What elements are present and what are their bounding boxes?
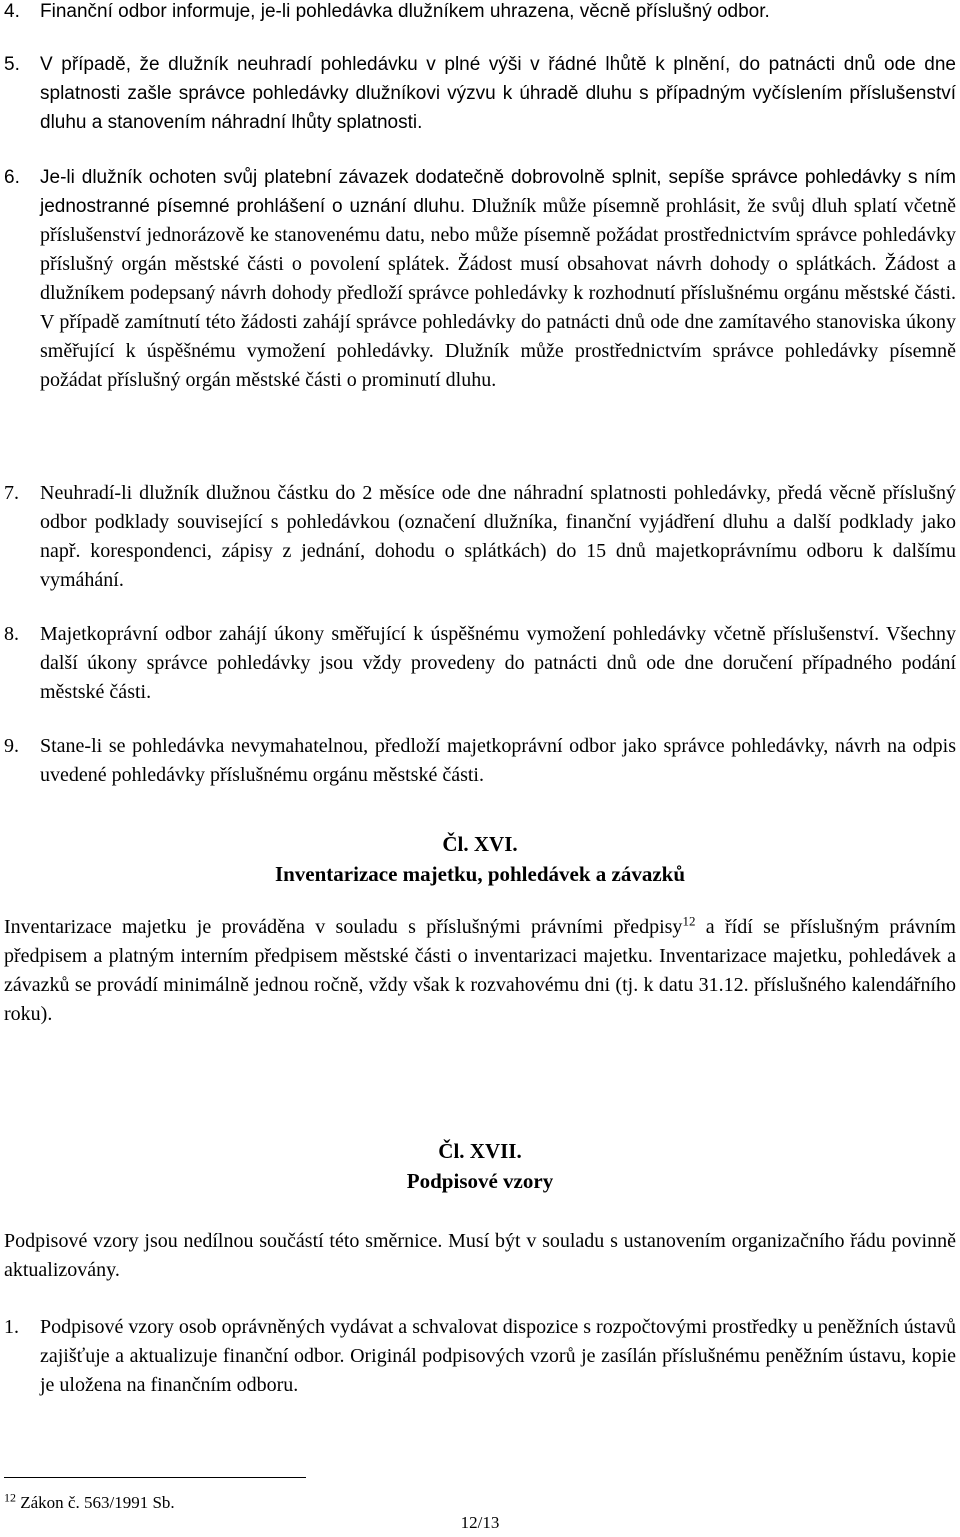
item-text bbox=[40, 163, 956, 395]
page-number: 12/13 bbox=[460, 1513, 500, 1532]
section-title: Podpisové vzory bbox=[406, 1169, 554, 1193]
section-title: Inventarizace majetku, pohledávek a závazků bbox=[274, 862, 686, 886]
list-item bbox=[4, 0, 956, 26]
paragraph-text: a řídí se příslušným právním předpisem a platným interním předpisem městské části o inventarizaci majetku. Inventarizace majetku, pohledávek a závazků se provádí minimálně jednou ročně, vždy však k rozvahovému dni (tj. k datu 31.12. příslušného kalendářního roku). bbox=[4, 916, 956, 1025]
section-paragraph bbox=[4, 913, 956, 1029]
footnote-ref: 12 bbox=[682, 913, 696, 929]
item-number: 4. bbox=[4, 1, 20, 22]
list-item bbox=[4, 732, 956, 790]
footnote-divider bbox=[4, 1477, 306, 1478]
footnote-number: 12 bbox=[4, 1490, 16, 1505]
paragraph-text: Inventarizace majetku je prováděna v souladu s příslušnými právními předpisy bbox=[4, 916, 683, 938]
item-number: 1. bbox=[4, 1316, 19, 1338]
section-number: Čl. XVII. bbox=[438, 1139, 522, 1163]
list-item bbox=[4, 50, 956, 137]
item-text: Finanční odbor informuje, je-li pohledávka dlužníkem uhrazena, věcně příslušný odbor. bbox=[40, 1, 770, 22]
list-item bbox=[4, 1313, 956, 1400]
item-text: Majetkoprávní odbor zahájí úkony směřující k úspěšnému vymožení pohledávky včetně příslušenství. Všechny další úkony správce pohledávky jsou vždy provedeny do patnácti dnů ode dne doručení případného podání městské části. bbox=[40, 623, 956, 703]
item-text-part: Dlužník může písemně prohlásit, že svůj dluh splatí včetně příslušenství jednorázově ke stanovenému datu, nebo může písemně požádat prostřednictvím správce pohledávky příslušný orgán městské části o povolení splátek. Žádost musí obsahovat návrh dohody o splátkách. Žádost a dlužníkem podepsaný návrh dohody předloží správce pohledávky k rozhodnutí příslušnému orgánu městské části. V případě zamítnutí této žádosti zahájí správce pohledávky do patnácti dnů ode dne zamítavého stanoviska úkony směřující k úspěšnému vymožení pohledávky. Dlužník může prostřednictvím správce pohledávky písemně požádat příslušný orgán městské části o prominutí dluhu. bbox=[40, 195, 956, 391]
item-text: V případě, že dlužník neuhradí pohledávku v plné výši v řádné lhůtě k plnění, do patnácti dnů ode dne splatnosti zašle správce pohledávky dlužníkovi výzvu k úhradě dluhu s případným vyčíslením příslušenství dluhu a stanovením náhradní lhůty splatnosti. bbox=[40, 54, 956, 133]
item-number: 6. bbox=[4, 167, 20, 188]
section-paragraph: Podpisové vzory jsou nedílnou součástí této směrnice. Musí být v souladu s ustanovením organizačního řádu povinně aktualizovány. bbox=[4, 1230, 956, 1281]
item-number: 5. bbox=[4, 54, 20, 75]
item-number: 7. bbox=[4, 482, 19, 504]
item-number: 8. bbox=[4, 623, 19, 645]
item-text-part: Je-li dlužník ochoten svůj platební závazek dodatečně dobrovolně splnit, sepíše správce pohledávky s ním jednostranné písemné prohlášení o uznání dluhu. bbox=[40, 167, 956, 217]
item-text: Stane-li se pohledávka nevymahatelnou, předloží majetkoprávní odbor jako správce pohledávky, návrh na odpis uvedené pohledávky příslušnému orgánu městské části. bbox=[40, 735, 956, 786]
list-item bbox=[4, 163, 956, 395]
list-item bbox=[4, 620, 956, 707]
item-number: 9. bbox=[4, 735, 19, 757]
list-item bbox=[4, 479, 956, 595]
item-text: Neuhradí-li dlužník dlužnou částku do 2 měsíce ode dne náhradní splatnosti pohledávky, předá věcně příslušný odbor podklady související s pohledávkou (označení dlužníka, finanční vyjádření dluhu a další podklady jako např. korespondenci, zápisy z jednání, dohodu o splátkách) do 15 dnů majetkoprávnímu odboru k dalšímu vymáhání. bbox=[40, 482, 956, 591]
item-text: Podpisové vzory osob oprávněných vydávat a schvalovat dispozice s rozpočtovými prostředky u peněžních ústavů zajišťuje a aktualizuje finanční odbor. Originál podpisových vzorů je zasílán příslušnému peněžním ústavu, kopie je uložena na finančním odboru. bbox=[40, 1316, 956, 1396]
footnote-text: Zákon č. 563/1991 Sb. bbox=[16, 1493, 175, 1512]
section-number: Čl. XVI. bbox=[442, 832, 518, 856]
footnote bbox=[4, 1492, 175, 1514]
